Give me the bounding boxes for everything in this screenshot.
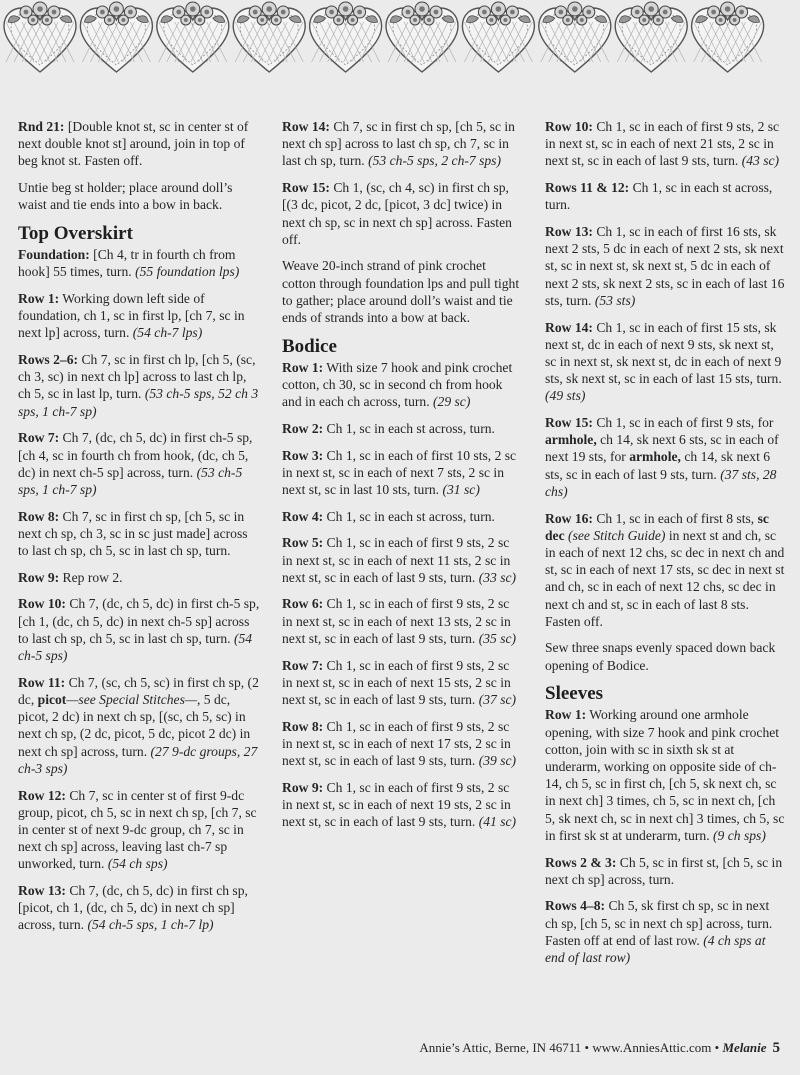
- instruction-text: Ch 1, sc in each st across, turn.: [323, 420, 495, 436]
- stitch-count: (41 sc): [478, 814, 517, 830]
- instruction-text: Working around one armhole opening, with size 7 hook and pink crochet cotton, join with sc in sixth sk st at underarm, working on opposite side of ch-14, ch 5, sc in first ch, [ch 5, sk next ch, sc in next ch] 3 times, ch 5, sc in next ch, [ch 5, sk next ch, sc in next ch] 3 times, ch 5, sc in first sk st at underarm, turn.: [545, 707, 785, 843]
- stitch-term: armhole,: [545, 432, 597, 448]
- row-label: Row 7:: [282, 657, 324, 673]
- instruction-text: in next st and ch, sc in each of next 12 chs, sc dec in next ch and st, sc in each of next 17 sts, sc dec in next st and ch, sc in each of next 12 chs, sc dec in next ch and st, sc in each of last 8 sts. Fasten off.: [545, 527, 785, 629]
- stitch-count: (53 ch-5 sps, 52 ch 3 sps, 1 ch-7 sp): [18, 386, 259, 419]
- instruction-paragraph: [282, 118, 522, 170]
- instruction-text: Ch 7, (dc, ch 5, dc) in first ch sp, [picot, ch 1, (dc, ch 5, dc) in next ch sp] across, turn.: [18, 883, 248, 933]
- instruction-paragraph: [18, 674, 260, 777]
- instruction-text: Ch 1, (sc, ch 4, sc) in first ch sp, [(3 dc, picot, 2 dc, [picot, 3 dc] twice) in next ch sp, sc in next ch sp] across. Fasten off.: [282, 180, 512, 247]
- stitch-count: (54 ch sps): [107, 856, 168, 872]
- instruction-text: Ch 7, sc in first ch lp, [ch 5, (sc, ch 3, sc) in next ch lp] across to last ch lp, ch 5, sc in last lp, turn.: [18, 352, 256, 402]
- row-label: Rows 2–6:: [18, 352, 79, 368]
- section-heading: Top Overskirt: [18, 223, 133, 245]
- instruction-paragraph: [18, 429, 260, 498]
- instruction-text: Ch 1, sc in each of first 9 sts, 2 sc in next st, sc in each of next 13 sts, 2 sc in next st, sc in each of last 9 sts, turn.: [282, 596, 511, 646]
- row-label: Foundation:: [18, 247, 90, 263]
- stitch-count: (33 sc): [478, 569, 517, 585]
- stitch-count: (53 ch-5 sps, 1 ch-7 sp): [18, 464, 243, 497]
- stitch-count: (54 ch-5 sps, 1 ch-7 lp): [87, 917, 214, 933]
- instruction-text: [Double knot st, sc in center st of next double knot st] around, join in top of beg knot st. Fasten off.: [18, 119, 249, 169]
- stitch-count: (54 ch-7 lps): [132, 325, 203, 341]
- instruction-text: Ch 1, sc in each of first 9 sts, 2 sc in next st, sc in each of next 11 sts, 2 sc in next st, sc in each of last 9 sts, turn.: [282, 535, 511, 585]
- instruction-paragraph: [18, 118, 260, 170]
- heart-bouquet-icon: [615, 2, 687, 72]
- instruction-paragraph: [282, 447, 522, 499]
- instruction-text: Ch 7, (sc, ch 5, sc) in first ch sp, (2 dc,: [18, 674, 259, 707]
- instruction-text: Ch 1, sc in each of first 9 sts, for: [592, 415, 774, 431]
- instruction-text: Ch 7, (dc, ch 5, dc) in first ch-5 sp, [ch 1, (dc, ch 5, dc) in next ch-5 sp] across to last ch sp, ch 5, sc in last ch sp, turn.: [18, 596, 260, 646]
- instruction-text: Ch 7, (dc, ch 5, dc) in first ch-5 sp, [ch 4, sc in fourth ch from hook, (dc, ch 5, dc) in next ch-5 sp] across, turn.: [18, 430, 253, 480]
- instruction-text: , 5 dc, picot, 2 dc) in next ch sp, [(sc, ch 5, sc) in next ch sp, (2 dc, picot, 5 dc, picot 2 dc) in next ch sp] across, turn.: [18, 691, 251, 759]
- heart-bouquet-icon: [310, 2, 382, 72]
- stitch-count: (54 ch-5 sps): [18, 630, 253, 664]
- row-label: Row 1:: [282, 359, 324, 375]
- stitch-count: (27 9-dc groups, 27 ch-3 sps): [18, 743, 258, 776]
- stitch-term: picot: [37, 691, 67, 707]
- instruction-text: Ch 1, sc in each st across, turn.: [545, 180, 773, 213]
- instruction-paragraph: [545, 510, 785, 630]
- row-label: Rows 4–8:: [545, 898, 606, 914]
- row-label: Row 12:: [18, 787, 66, 803]
- instruction-text: Ch 1, sc in each of first 9 sts, 2 sc in next st, sc in each of next 17 sts, 2 sc in next st, sc in each of last 9 sts, turn.: [282, 718, 511, 769]
- column-right: [545, 118, 785, 976]
- instruction-paragraph: [545, 639, 785, 673]
- stitch-count: (4 ch sps at end of last row): [545, 932, 766, 966]
- decorative-border: [0, 0, 800, 78]
- row-label: Row 3:: [282, 447, 324, 463]
- instruction-text: Ch 1, sc in each of first 10 sts, 2 sc in next st, sc in each of next 7 sts, 2 sc in next st, sc in last 10 sts, turn.: [282, 447, 517, 497]
- page-footer: [360, 1040, 780, 1057]
- instruction-paragraph: [18, 179, 260, 213]
- row-label: Row 2:: [282, 420, 324, 436]
- row-label: Row 14:: [282, 119, 330, 134]
- section-heading: Sleeves: [545, 683, 604, 705]
- instruction-paragraph: [545, 319, 785, 405]
- instruction-paragraph: [18, 595, 260, 664]
- row-label: Row 14:: [545, 319, 593, 335]
- instruction-paragraph: [545, 897, 785, 966]
- instruction-text: With size 7 hook and pink crochet cotton, ch 30, sc in second ch from hook and in each ch across, turn.: [282, 359, 513, 410]
- row-label: Row 8:: [282, 718, 324, 734]
- row-label: Row 9:: [282, 779, 324, 795]
- instruction-text: Ch 7, sc in center st of first 9-dc group, picot, ch 5, sc in next ch sp, [ch 7, sc in center st of next 9-dc group, ch 7, sc in next ch sp] across, leaving last ch-7 sp unworked, turn.: [18, 787, 257, 872]
- row-label: Row 7:: [18, 430, 60, 446]
- instruction-text: Ch 1, sc in each of first 9 sts, 2 sc in next st, sc in each of next 19 sts, 2 sc in next st, sc in each of last 9 sts, turn.: [282, 779, 511, 830]
- instruction-text: Ch 1, sc in each of first 16 sts, sk next 2 sts, 5 dc in each of next 2 sts, sk next st, sc in next st, sk next st, 5 dc in each of next 2 sts, sk next 2 sts, sc in each of last 16 sts, turn.: [545, 224, 785, 308]
- stitch-count: (37 sts, 28 chs): [545, 466, 777, 499]
- instruction-paragraph: [545, 414, 785, 500]
- instruction-text: Ch 5, sc in first st, [ch 5, sc in next ch sp] across, turn.: [545, 854, 783, 887]
- instruction-text: ch 14, sk next 6 sts, sc in each of last 9 sts, turn.: [545, 449, 771, 482]
- instruction-paragraph: [18, 290, 260, 342]
- instruction-text: Ch 7, sc in first ch sp, [ch 5, sc in next ch sp, ch 3, sc in sc just made] across to last ch sp, ch 5, sc in last ch sp, turn.: [18, 508, 248, 559]
- row-label: Row 13:: [545, 224, 593, 240]
- instruction-paragraph: [18, 508, 260, 560]
- page-number: 5: [772, 1040, 780, 1056]
- instruction-paragraph: [282, 657, 522, 709]
- instruction-paragraph: [18, 787, 260, 873]
- stitch-note: —see Special Stitches—: [66, 691, 197, 707]
- instruction-paragraph: [282, 179, 522, 248]
- instruction-paragraph: [282, 359, 522, 411]
- instruction-paragraph: [545, 118, 785, 170]
- column-left: [18, 118, 260, 943]
- instruction-paragraph: [545, 179, 785, 213]
- heart-bouquet-icon: [233, 2, 305, 72]
- instruction-paragraph: [282, 534, 522, 586]
- heart-bouquet-icon: [157, 2, 229, 72]
- row-label: Row 11:: [18, 674, 66, 690]
- stitch-count: (39 sc): [478, 753, 517, 769]
- instruction-text: Working down left side of foundation, ch 1, sc in first lp, [ch 7, sc in next lp] across, turn.: [18, 290, 245, 341]
- instruction-text: Rep row 2.: [59, 569, 123, 585]
- row-label: Row 4:: [282, 508, 324, 524]
- instruction-paragraph: [545, 854, 785, 888]
- row-label: Row 5:: [282, 535, 324, 551]
- stitch-count: (35 sc): [478, 630, 517, 646]
- stitch-count: (53 ch-5 sps, 2 ch-7 sps): [368, 153, 501, 169]
- stitch-count: (37 sc): [478, 691, 517, 707]
- instruction-text: Sew three snaps evenly spaced down back opening of Bodice.: [545, 640, 776, 673]
- row-label: Row 15:: [282, 180, 330, 196]
- heart-bouquet-icon: [4, 2, 76, 72]
- row-label: Rows 11 & 12:: [545, 180, 630, 196]
- instruction-paragraph: [18, 246, 260, 280]
- row-label: Row 8:: [18, 508, 60, 524]
- instruction-text: Ch 1, sc in each of first 9 sts, 2 sc in next st, sc in each of next 21 sts, 2 sc in next st, sc in each of last 9 sts, turn.: [545, 119, 780, 169]
- instruction-text: Ch 1, sc in each of first 15 sts, sk next st, dc in each of next 9 sts, sk next st, sc in next st, sk next st, dc in each of next 9 sts, sk next st, sc in each of last 15 sts, turn.: [545, 319, 782, 387]
- stitch-count: (29 sc): [433, 394, 471, 410]
- row-label: Row 16:: [545, 510, 593, 526]
- row-label: Row 9:: [18, 569, 60, 585]
- heart-bouquet-icon: [692, 2, 764, 72]
- stitch-count: (55 foundation lps): [135, 264, 240, 280]
- instruction-text: Ch 1, sc in each of first 8 sts,: [592, 510, 758, 526]
- heart-bouquet-icon: [386, 2, 458, 72]
- instruction-paragraph: [282, 718, 522, 770]
- instruction-paragraph: [282, 420, 522, 437]
- section-heading: Bodice: [282, 335, 337, 357]
- footer-publisher: Annie’s Attic, Berne, IN 46711 • www.AnniesAttic.com •: [419, 1040, 723, 1055]
- instruction-text: Ch 5, sk first ch sp, sc in next ch sp, [ch 5, sc in next ch sp] across, turn. Fasten off at end of last row.: [545, 898, 773, 948]
- stitch-count: (9 ch sps): [713, 827, 766, 843]
- instruction-text: Ch 7, sc in first ch sp, [ch 5, sc in next ch sp] across to last ch sp, ch 7, sc in last ch sp, turn.: [282, 119, 515, 169]
- instruction-paragraph: [18, 351, 260, 420]
- row-label: Row 1:: [18, 290, 60, 306]
- row-label: Row 10:: [545, 119, 593, 134]
- instruction-text: ch 14, sk next 6 sts, sc in each of next 19 sts, for: [545, 432, 779, 465]
- instruction-text: Untie beg st holder; place around doll’s waist and tie ends into a bow in back.: [18, 180, 233, 213]
- stitch-term: sc dec: [545, 510, 769, 543]
- instruction-paragraph: [545, 223, 785, 309]
- instruction-paragraph: [18, 882, 260, 934]
- instruction-text: Ch 1, sc in each st across, turn.: [323, 508, 495, 524]
- row-label: Row 1:: [545, 707, 587, 723]
- stitch-count: (31 sc): [442, 481, 480, 497]
- row-label: Row 15:: [545, 415, 593, 431]
- stitch-count: (43 sc): [741, 153, 780, 169]
- stitch-count: (53 sts): [594, 292, 636, 308]
- row-label: Rnd 21:: [18, 119, 65, 134]
- footer-pattern-name: Melanie: [722, 1040, 767, 1055]
- row-label: Row 6:: [282, 596, 324, 612]
- instruction-paragraph: [545, 706, 785, 844]
- stitch-count: (49 sts): [545, 388, 586, 404]
- instruction-text: Weave 20-inch strand of pink crochet cotton through foundation lps and pull tight to gather; place around doll’s waist and tie ends of strands into a bow at back.: [282, 258, 520, 326]
- instruction-text: [Ch 4, tr in fourth ch from hook] 55 times, turn.: [18, 247, 236, 280]
- instruction-paragraph: [282, 508, 522, 525]
- heart-bouquet-icon: [539, 2, 611, 72]
- instruction-paragraph: [282, 595, 522, 647]
- instruction-paragraph: [282, 257, 522, 326]
- column-middle: [282, 118, 522, 840]
- row-label: Row 10:: [18, 596, 66, 612]
- stitch-note: (see Stitch Guide): [564, 527, 666, 543]
- row-label: Rows 2 & 3:: [545, 854, 617, 870]
- instruction-paragraph: [282, 779, 522, 831]
- row-label: Row 13:: [18, 883, 66, 899]
- instruction-text: Ch 1, sc in each of first 9 sts, 2 sc in next st, sc in each of next 15 sts, 2 sc in next st, sc in each of last 9 sts, turn.: [282, 657, 511, 707]
- instruction-paragraph: [18, 569, 260, 586]
- heart-bouquet-icon: [462, 2, 534, 72]
- heart-bouquet-icon: [80, 2, 152, 72]
- stitch-term: armhole,: [629, 449, 681, 465]
